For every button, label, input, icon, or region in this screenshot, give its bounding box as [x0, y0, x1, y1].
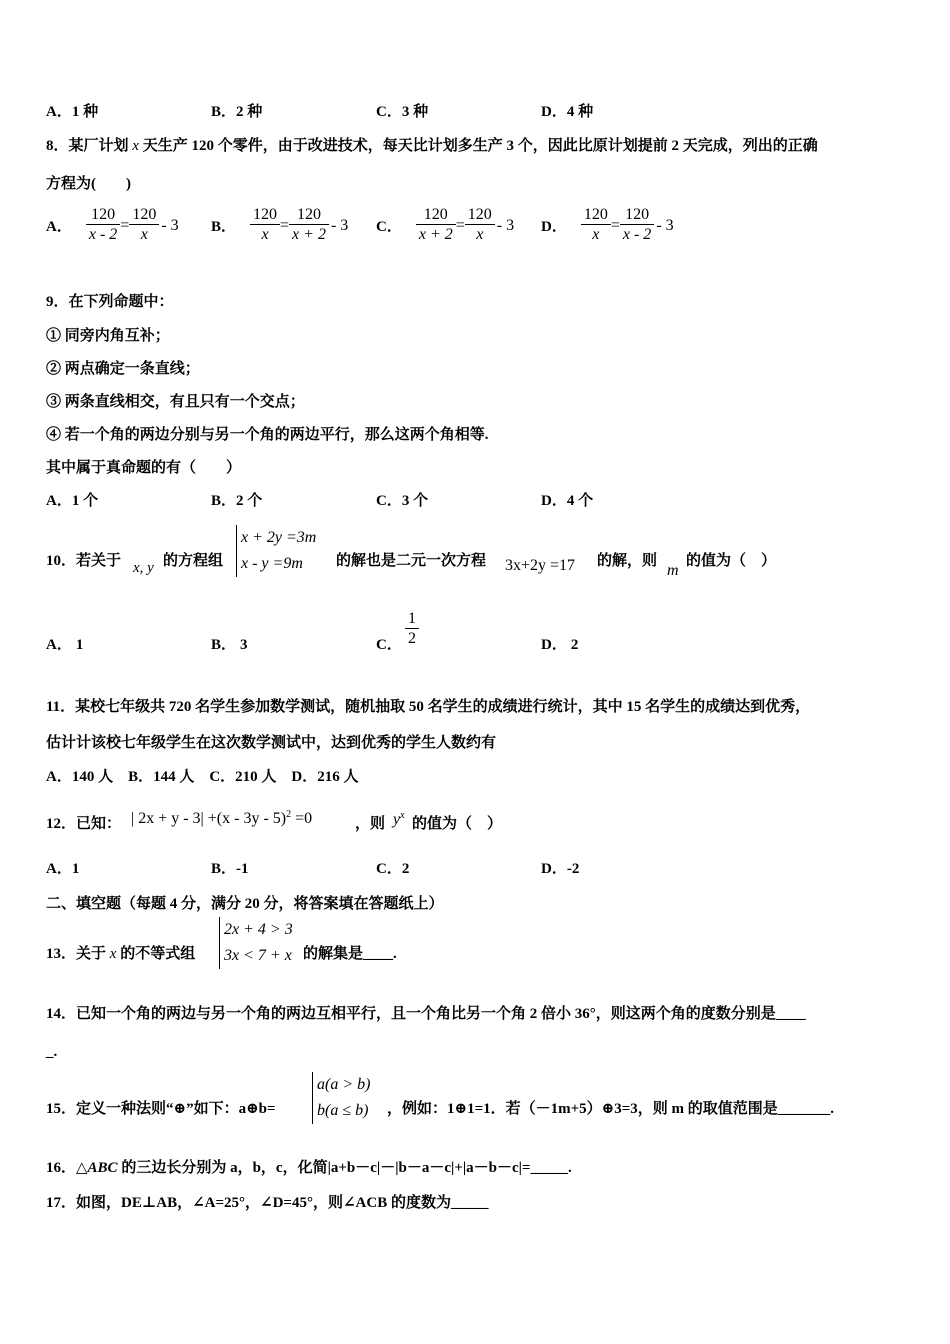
- q10-pre: 10．若关于: [46, 553, 122, 569]
- q8-option-d: D． $\frac{120}{x}$ = $\frac{120}{x - 2}$ - 3: [541, 206, 674, 243]
- q9-option-b: B．2 个: [211, 493, 263, 509]
- q10-option-d: D． 2: [541, 637, 579, 653]
- q13-pre: 13．关于 x 的不等式组: [46, 946, 196, 962]
- q9-item-2: ② 两点确定一条直线；: [46, 361, 200, 377]
- q10-post2: 的解，则: [597, 553, 658, 569]
- q10-option-c-fraction: $\frac{1}{2}$: [405, 610, 419, 649]
- q10-option-a: A． 1: [46, 637, 84, 653]
- q12-expression: | 2x + y - 3| +(x - 3y - 5)$^2$ =0: [131, 809, 313, 827]
- q12-post1: ，则: [355, 816, 386, 832]
- q15-piecewise: a(a > b) b(a ≤ b): [312, 1072, 370, 1124]
- q9-question: 其中属于真命题的有（ ）: [46, 460, 242, 476]
- q14-stem-line1: 14．已知一个角的两边与另一个角的两边互相平行，且一个角比另一个角 2 倍小 36°，则这两个角的度数分别是____: [46, 1006, 806, 1022]
- q9-option-c: C．3 个: [376, 493, 429, 509]
- q13-post: 的解集是____.: [303, 946, 397, 962]
- q10-option-b: B． 3: [211, 637, 248, 653]
- q10-option-c-label: C．: [376, 637, 402, 653]
- q10-post3: 的值为（ ）: [686, 553, 777, 569]
- q11-options: A．140 人 B．144 人 C．210 人 D．216 人: [46, 769, 359, 785]
- q12-option-c: C．2: [376, 861, 410, 877]
- q9-item-3: ③ 两条直线相交，有且只有一个交点；: [46, 394, 305, 410]
- q12-post2: 的值为（ ）: [412, 816, 503, 832]
- q9-item-4: ④ 若一个角的两边分别与另一个角的两边平行，那么这两个角相等.: [46, 427, 489, 443]
- q7-option-b: B．2 种: [211, 104, 263, 120]
- q7-option-a: A．1 种: [46, 104, 99, 120]
- q8-option-b: B． $\frac{120}{x}$ = $\frac{120}{x + 2}$ - 3: [211, 206, 349, 243]
- q12-option-a: A．1: [46, 861, 80, 877]
- q11-stem-line2: 估计计该校七年级学生在这次数学测试中，达到优秀的学生人数约有: [46, 735, 497, 751]
- q16-stem: 16．△ABC 的三边长分别为 a，b，c，化简|a+b－c|－|b－a－c|+|a－b－c|=_____.: [46, 1160, 572, 1176]
- q8-stem-line2: 方程为( ): [46, 176, 131, 192]
- q9-option-d: D．4 个: [541, 493, 594, 509]
- q12-pre: 12．已知：: [46, 816, 122, 832]
- q7-option-d: D．4 种: [541, 104, 594, 120]
- q10-var-m: m: [667, 562, 679, 579]
- q11-stem-line1: 11．某校七年级共 720 名学生参加数学测试，随机抽取 50 名学生的成绩进行统计，其中 15 名学生的成绩达到优秀，: [46, 699, 811, 715]
- q10-vars: x, y: [133, 560, 154, 576]
- q8-option-c: C． $\frac{120}{x + 2}$ = $\frac{120}{x}$ - 3: [376, 206, 515, 243]
- q9-option-a: A．1 个: [46, 493, 99, 509]
- q8-option-a: A． $\frac{120}{x - 2}$ = $\frac{120}{x}$ - 3: [46, 206, 179, 243]
- q12-power: $y^x$: [393, 810, 405, 828]
- q10-post1: 的解也是二元一次方程: [336, 553, 487, 569]
- section-2-heading: 二、填空题（每题 4 分，满分 20 分，将答案填在答题纸上）: [46, 896, 444, 912]
- q14-stem-line2: _.: [46, 1044, 58, 1060]
- q10-equation-system: x + 2y =3m x - y =9m: [236, 525, 316, 577]
- q10-linear-equation: 3x+2y =17: [505, 557, 576, 574]
- q12-option-d: D．-2: [541, 861, 580, 877]
- q9-title: 9．在下列命题中：: [46, 294, 174, 310]
- q7-option-c: C．3 种: [376, 104, 429, 120]
- q10-mid: 的方程组: [163, 553, 224, 569]
- q9-item-1: ① 同旁内角互补；: [46, 328, 170, 344]
- q15-pre: 15．定义一种法则“⊕”如下：a⊕b=: [46, 1101, 276, 1117]
- q17-stem: 17．如图，DE⊥AB，∠A=25°，∠D=45°，则∠ACB 的度数为_____: [46, 1195, 489, 1211]
- q15-post: ，例如：1⊕1=1．若（－1m+5）⊕3=3，则 m 的取值范围是_______.: [387, 1101, 835, 1117]
- q8-stem-line1: 8．某厂计划 x 天生产 120 个零件，由于改进技术，每天比计划多生产 3 个，因此比原计划提前 2 天完成，列出的正确: [46, 138, 818, 154]
- q12-option-b: B．-1: [211, 861, 249, 877]
- q13-inequality-system: 2x + 4 > 3 3x < 7 + x: [219, 917, 293, 969]
